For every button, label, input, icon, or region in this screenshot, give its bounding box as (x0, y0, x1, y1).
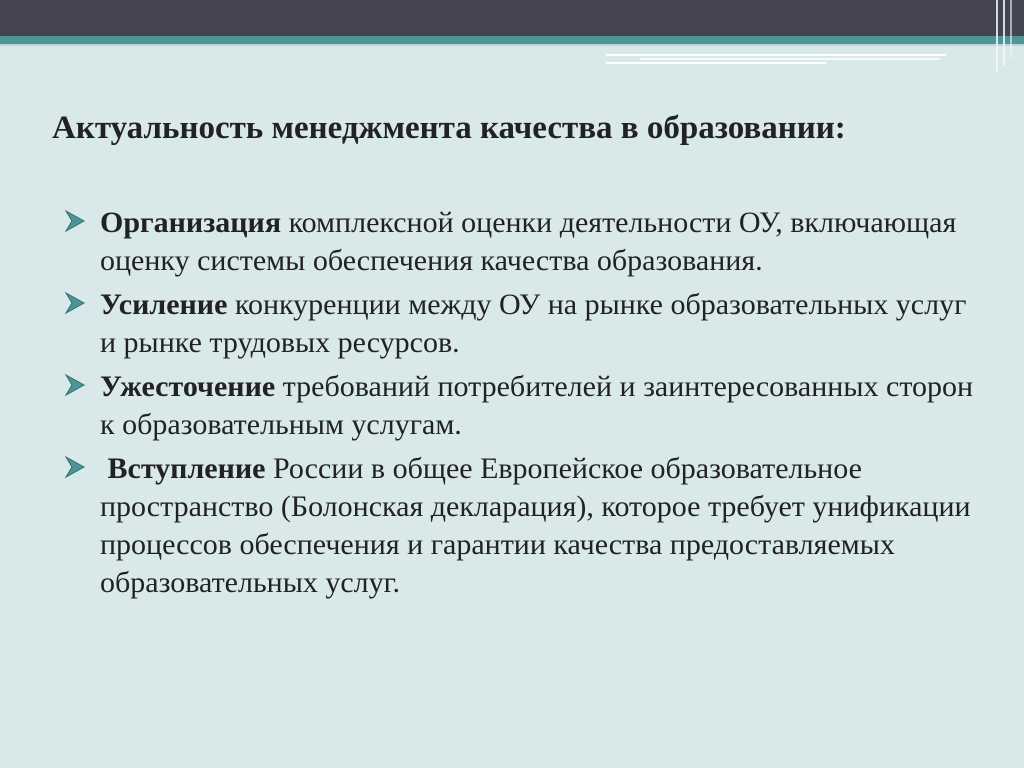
bullet-item (62, 204, 982, 280)
slide-title: Актуальность менеджмента качества в образовании: (52, 110, 846, 146)
bullet-item (62, 368, 982, 444)
bullet-lead: Усиление (100, 288, 228, 321)
header-teal-thin-line (0, 44, 1024, 46)
bullet-lead: Вступление (100, 452, 266, 485)
arrow-bullet-icon (62, 372, 88, 398)
decorative-vertical-line (1010, 0, 1012, 58)
bullet-text: требований потребителей и заинтересованных сторон к образовательным услугам. (100, 370, 974, 441)
bullet-lead: Ужесточение (100, 370, 276, 403)
decorative-vertical-line (1003, 0, 1005, 66)
bullet-text: конкуренции между ОУ на рынке образовательных услуг и рынке трудовых ресурсов. (100, 288, 967, 359)
decorative-line (606, 54, 946, 56)
header-dark-band (0, 0, 1024, 36)
arrow-bullet-icon (62, 208, 88, 234)
bullet-item (62, 450, 982, 602)
bullet-text: России в общее Европейское образовательное пространство (Болонская декларация), которое требует унификации процессов обеспечения и гарантии качества предоставляемых образовательных услуг. (100, 452, 971, 599)
bullet-item (62, 286, 982, 362)
decorative-vertical-line (996, 0, 998, 72)
decorative-line (640, 58, 940, 60)
header-teal-band (0, 36, 1024, 44)
decorative-line (606, 62, 826, 64)
arrow-bullet-icon (62, 454, 88, 480)
bullet-lead: Организация (100, 206, 282, 239)
bullet-list (62, 204, 982, 608)
bullet-text: комплексной оценки деятельности ОУ, включающая оценку системы обеспечения качества образования. (100, 206, 957, 277)
arrow-bullet-icon (62, 290, 88, 316)
